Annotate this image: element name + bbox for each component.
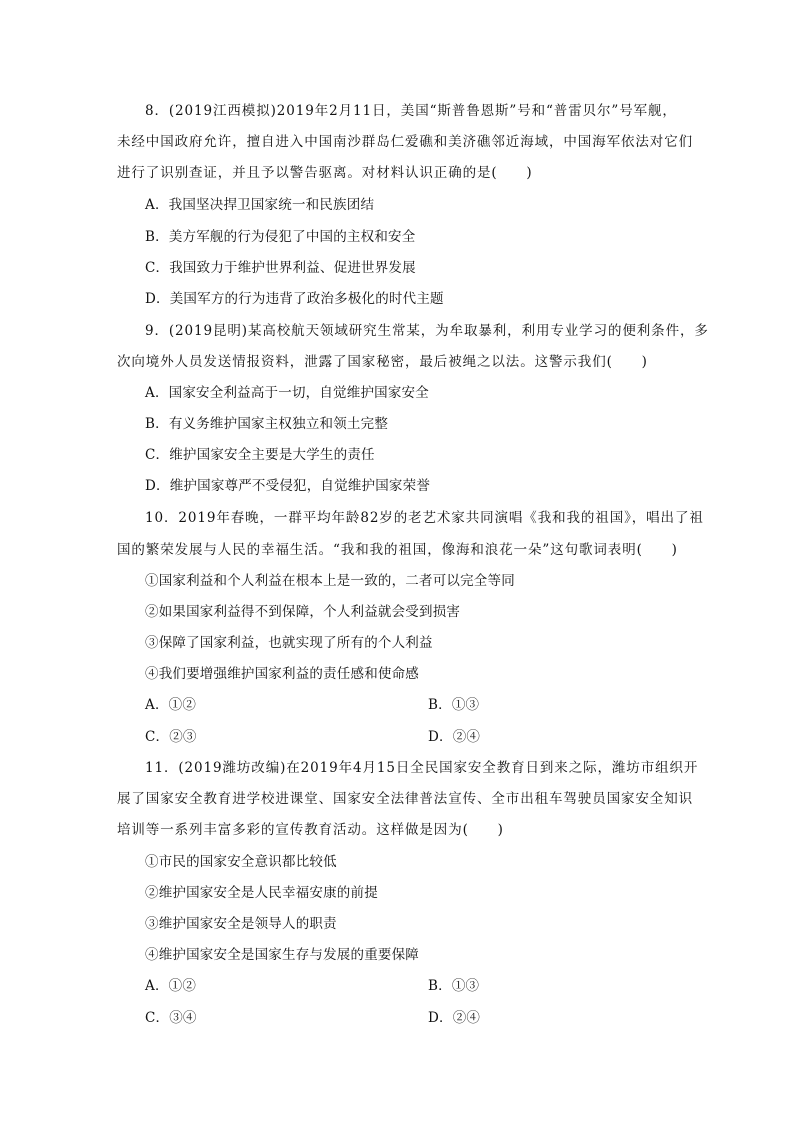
question-8-option-b: B．美方军舰的行为侵犯了中国的主权和安全 [145, 229, 416, 245]
question-8-option-c: C．我国致力于维护世界利益、促进世界发展 [145, 260, 416, 276]
question-10-statement-3: ③保障了国家利益，也就实现了所有的个人利益 [145, 635, 433, 651]
question-10-statement-4: ④我们要增强维护国家利益的责任感和使命感 [145, 666, 419, 682]
question-10-choice-a: A．①② [145, 697, 197, 713]
question-10-choice-d: D．②④ [428, 729, 481, 745]
question-8-stem-line-1: 8．(2019江西模拟)2019年2月11日，美国“斯普鲁恩斯”号和“普雷贝尔”号军舰， [145, 103, 677, 119]
question-10-statement-2: ②如果国家利益得不到保障，个人利益就会受到损害 [145, 604, 461, 620]
question-10-stem-line-1: 10．2019年春晚，一群平均年龄82岁的老艺术家共同演唱《我和我的祖国》，唱出了祖 [145, 510, 704, 526]
question-10-stem-line-2: 国的繁荣发展与人民的幸福生活。“我和我的祖国，像海和浪花一朵”这句歌词表明( ) [117, 542, 678, 558]
question-11-stem-line-3: 培训等一系列丰富多彩的宣传教育活动。这样做是因为( ) [117, 822, 504, 838]
question-11-statement-1: ①市民的国家安全意识都比较低 [145, 854, 337, 870]
question-9-option-a: A．国家安全利益高于一切，自觉维护国家安全 [145, 385, 429, 401]
question-11-choice-b: B．①③ [428, 978, 480, 994]
question-8-stem-line-2: 未经中国政府允许，擅自进入中国南沙群岛仁爱礁和美济礁邻近海域，中国海军依法对它们 [117, 134, 693, 150]
question-11-stem-line-2: 展了国家安全教育进学校进课堂、国家安全法律普法宣传、全市出租车驾驶员国家安全知识 [117, 791, 693, 807]
question-11-choice-d: D．②④ [428, 1010, 481, 1026]
question-10-choice-c: C．②③ [145, 729, 197, 745]
question-9-stem-line-1: 9．(2019昆明)某高校航天领域研究生常某，为牟取暴利，利用专业学习的便利条件，多 [145, 323, 709, 339]
question-11-choice-c: C．③④ [145, 1010, 197, 1026]
question-11-statement-3: ③维护国家安全是领导人的职责 [145, 916, 337, 932]
question-10-choice-b: B．①③ [428, 697, 480, 713]
question-8-option-a: A．我国坚决捍卫国家统一和民族团结 [145, 197, 375, 213]
question-9-option-b: B．有义务维护国家主权独立和领土完整 [145, 416, 389, 432]
question-10-statement-1: ①国家利益和个人利益在根本上是一致的，二者可以完全等同 [145, 573, 515, 589]
question-8-stem-line-3: 进行了识别查证，并且予以警告驱离。对材料认识正确的是( ) [117, 165, 533, 181]
question-8-option-d: D．美国军方的行为违背了政治多极化的时代主题 [145, 291, 444, 307]
question-9-option-c: C．维护国家安全主要是大学生的责任 [145, 447, 375, 463]
question-11-statement-4: ④维护国家安全是国家生存与发展的重要保障 [145, 947, 419, 963]
question-9-option-d: D．维护国家尊严不受侵犯，自觉维护国家荣誉 [145, 478, 431, 494]
question-11-statement-2: ②维护国家安全是人民幸福安康的前提 [145, 885, 378, 901]
question-11-choice-a: A．①② [145, 978, 197, 994]
question-9-stem-line-2: 次向境外人员发送情报资料，泄露了国家秘密，最后被绳之以法。这警示我们( ) [117, 354, 648, 370]
question-11-stem-line-1: 11．(2019潍坊改编)在2019年4月15日全民国家安全教育日到来之际，潍坊市组织开 [145, 760, 699, 776]
